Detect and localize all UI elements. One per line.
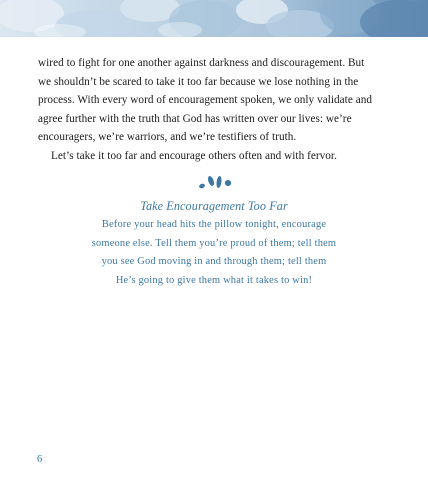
watercolor-pattern-icon: [0, 0, 428, 37]
callout-body: [0, 216, 428, 290]
callout-title: Take Encouragement Too Far: [140, 199, 288, 213]
body-line: agree further with the truth that God has written over our lives: we’re: [38, 112, 352, 125]
callout-line: someone else. Tell them you’re proud of them; tell them: [91, 237, 337, 249]
body-line: encouragers, we’re warriors, and we’re testifiers of truth.: [38, 131, 297, 143]
body-line: we shouldn’t be scared to take it too far because we lose nothing in the: [38, 75, 359, 88]
callout-line: He’s going to give them what it takes to win!: [115, 274, 313, 286]
body-line: process. With every word of encouragement spoken, we only validate and: [38, 94, 373, 106]
leaf-ornament-icon: [193, 172, 237, 192]
watercolor-header-band: [0, 0, 428, 37]
page-number: 6: [37, 454, 43, 465]
body-line: wired to fight for one another against darkness and discouragement. But: [38, 57, 365, 69]
callout-line: Before your head hits the pillow tonight, encourage: [101, 219, 327, 230]
body-paragraph: [38, 54, 394, 165]
closing-line: Let’s take it too far and encourage others often and with fervor.: [51, 149, 337, 162]
callout-line: you see God moving in and through them; tell them: [101, 256, 327, 268]
